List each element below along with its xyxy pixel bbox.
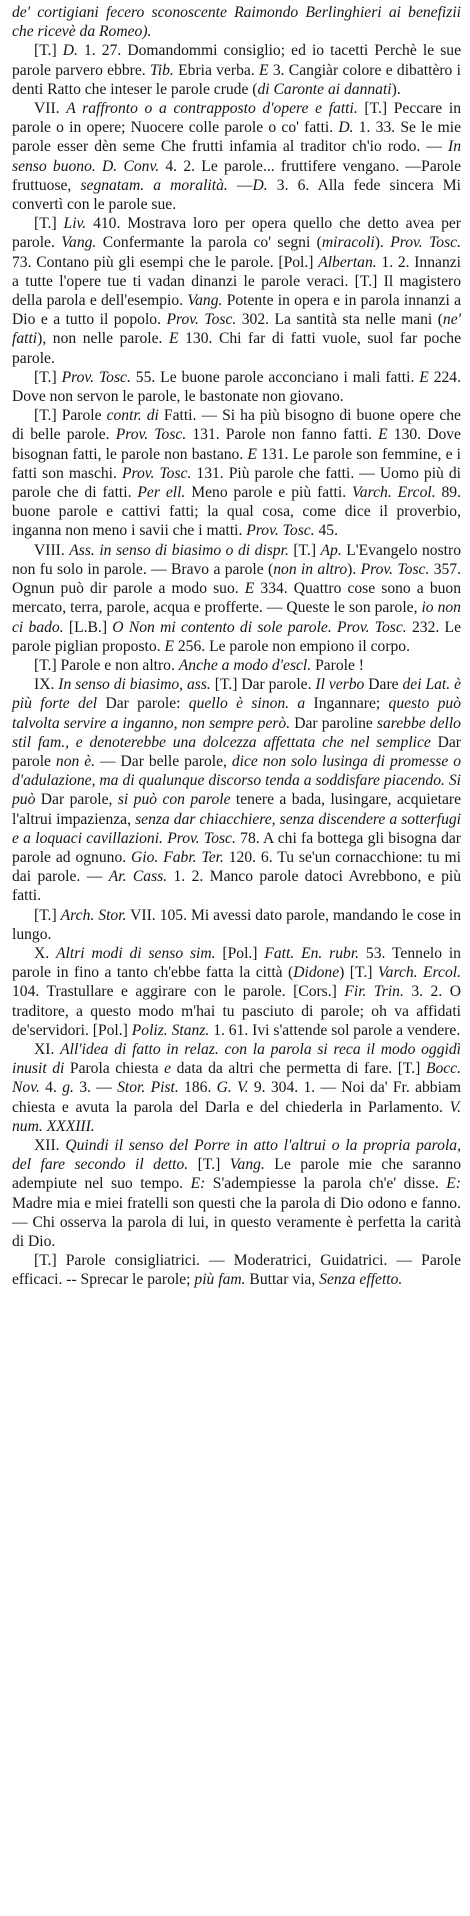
dictionary-paragraph-t-arch-stor: [T.] Arch. Stor. VII. 105. Mi avessi dato parole, mandando le cose in lungo. [12, 906, 461, 943]
dictionary-paragraph-sec-x: X. Altri modi di senso sim. [Pol.] Fatt. En. rubr. 53. Tennelo in parole in fino a tanto ch'ebbe fatta la città (Didone) [T.] Varch. Ercol. 104. Trastullare e aggirare con le parole. [Cors.] Fir. Trin. 3. 2. O traditore, a questo modo m'hai tu pasciuto di parole; oh va affidati de'servidori. [Pol.] Poliz. Stanz. 1. 61. Ivi s'attende sol parole a vendere. [12, 944, 461, 1039]
dictionary-paragraph-cont-1: de' cortigiani fecero sconoscente Raimondo Berlinghieri ai benefizii che ricevè da Romeo). [12, 4, 461, 41]
dictionary-paragraph-sec-xii: XII. Quindi il senso del Porre in atto l'altrui o la propria parola, del fare secondo il detto. [T.] Vang. Le parole mie che saranno adempiute nel suo tempo. E: S'adempiesse la parola ch'e' disse. E: Madre mia e miei fratelli son questi che la parola di Dio odono e fanno. — Chi osserva la parola di lui, in questo veramente è perfetta la carità di Dio. [12, 1136, 462, 1250]
dictionary-paragraph-t-consigliatrici: [T.] Parole consigliatrici. — Moderatrici, Guidatrici. — Parole efficaci. -- Sprecar le parole; più fam. Buttar via, Senza effetto. [12, 1252, 461, 1289]
dictionary-paragraph-t-dante-127: [T.] D. 1. 27. Domandommi consiglio; ed io tacetti Perchè le sue parole parvero ebbre. Tib. Ebria verba. E 3. Cangiàr colore e dibattèro i denti Ratto che inteser le parole crude (di Caronte ai dannati). [12, 42, 461, 98]
dictionary-paragraph-sec-xi: XI. All'idea di fatto in relaz. con la parola si reca il modo oggidì inusit di Parola chiesta e data da altri che permetta di fare. [T.] Bocc. Nov. 4. g. 3. — Stor. Pist. 186. G. V. 9. 304. 1. — Noi da' Fr. abbiam chiesta e avuta la parola del Darla e del chiederla in Parlamento. V. num. XXXIII. [12, 1040, 462, 1135]
dictionary-paragraph-sec-vii: VII. A raffronto o a contrapposto d'opere e fatti. [T.] Peccare in parole o in opere; Nuocere colle parole o co' fatti. D. 1. 33. Se le mie parole esser dèn seme Che frutti infamia al traditor ch'io rodo. — In senso buono. D. Conv. 4. 2. Le parole... fruttifere vengano. —Parole fruttuose, segnatam. a moralità. —D. 3. 6. Alla fede sincera Mi convertì con le parole sue. [12, 100, 461, 214]
dictionary-paragraph-t-escl: [T.] Parole e non altro. Anche a modo d'escl. Parole ! [34, 656, 364, 674]
dictionary-paragraph-t-liv-410: [T.] Liv. 410. Mostrava loro per opera quello che detto avea per parole. Vang. Confermante la parola co' segni (miracoli). Prov. Tosc. 73. Contano più gli esempi che le parole. [Pol.] Albertan. 1. 2. Innanzi a tutte l'opere tue ti vadan dinanzi le parole veraci. [T.] Il magistero della parola e dell'esempio. Vang. Potente in opera e in parola innanzi a Dio e a tutto il popolo. Prov. Tosc. 302. La santità sta nelle mani (ne' fatti), non nelle parole. E 130. Chi far di fatti vuole, suol far poche parole. [12, 215, 461, 367]
dictionary-paragraph-sec-ix: IX. In senso di biasimo, ass. [T.] Dar parole. Il verbo Dare dei Lat. è più forte del Dar parole: quello è sinon. a Ingannare; questo può talvolta servire a inganno, non sempre però. Dar paroline sarebbe dello stil fam., e denoterebbe una dolcezza affettata che nel semplice Dar parole non è. — Dar belle parole, dice non solo lusinga di promesse o d'adulazione, ma di qualunque discorso tenda a soddisfare piacendo. Si può Dar parole, si può con parole tenere a bada, lusingare, acquietare l'altrui impazienza, senza dar chiacchiere, senza discendere a sotterfugi e a loquaci cavillazioni. Prov. Tosc. 78. A chi fa bottega gli bisogna dar parole ad ognuno. Gio. Fabr. Ter. 120. 6. Tu se'un cornacchione: tu mi dai parole. — Ar. Cass. 1. 2. Manco parole datoci Avrebbono, e più fatti. [12, 676, 462, 905]
dictionary-paragraph-t-contr-fatti: [T.] Parole contr. di Fatti. — Si ha più bisogno di buone opere che di belle parole. Prov. Tosc. 131. Parole non fanno fatti. E 130. Dove bisognan fatti, le parole non bastano. E 131. Le parole son femmine, e i fatti son maschi. Prov. Tosc. 131. Più parole che fatti. — Uomo più di parole che di fatti. Per ell. Meno parole e più fatti. Varch. Ercol. 89. buone parole e cattivi fatti; la qual cosa, come dice il proverbio, inganna non meno i savii che i matti. Prov. Tosc. 45. [12, 407, 461, 540]
dictionary-paragraph-sec-viii: VIII. Ass. in senso di biasimo o di dispr. [T.] Ap. L'Evangelo nostro non fu solo in parole. — Bravo a parole (non in altro). Prov. Tosc. 357. Ognun può dir parole a modo suo. E 334. Quattro cose sono a buon mercato, terra, parole, acqua e profferte. — Queste le son parole, io non ci bado. [L.B.] O Non mi contento di sole parole. Prov. Tosc. 232. Le parole piglian proposto. E 256. Le parole non empiono il corpo. [12, 541, 462, 655]
dictionary-paragraph-t-prov-55: [T.] Prov. Tosc. 55. Le buone parole acconciano i mali fatti. E 224. Dove non servon le parole, le bastonate non giovano. [12, 368, 461, 406]
